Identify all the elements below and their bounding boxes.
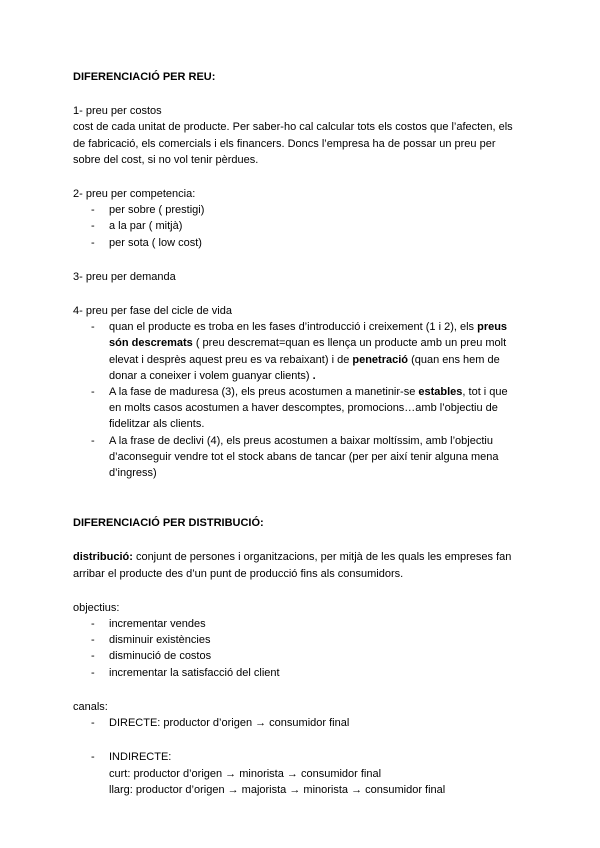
competencia-list bbox=[73, 202, 513, 251]
list-item: - quan el producte es troba en les fases d’introducció i creixement (1 i 2), els preus són descremats ( preu descremat=quan es llença un producte amb un preu molt elevat i desprès aquest preu es va rebaixant) i de penetració (quan ens hem de donar a coneixer i volem guanyar clients) . bbox=[91, 321, 508, 382]
list-item: - incrementar vendes bbox=[91, 618, 206, 631]
canal-curt: curt: productor d’origen → minorista → consumidor final bbox=[109, 767, 382, 780]
canals-list-indirecte bbox=[73, 749, 513, 765]
reu-item4-title: 4- preu per fase del cicle de vida bbox=[73, 305, 232, 318]
distribucio-definition: distribució: conjunt de persones i organitzacions, per mitjà de les quals les empreses fan arribar el producte des d’un punt de producció fins als consumidors. bbox=[73, 551, 512, 580]
cicle-vida-list bbox=[73, 319, 513, 481]
list-item: - INDIRECTE: bbox=[91, 751, 172, 764]
heading-distribucio: DIFERENCIACIÓ PER DISTRIBUCIÓ: bbox=[73, 517, 264, 530]
list-item: - disminuir existències bbox=[91, 634, 211, 647]
reu-item3-title: 3- preu per demanda bbox=[73, 270, 176, 283]
list-item: - A la fase de maduresa (3), els preus acostumen a manetinir-se estables, tot i que en molts casos acostumen a haver descomptes, promocions…amb l’objectiu de fidelitzar als clients. bbox=[91, 386, 508, 431]
reu-item1-title: 1- preu per costos bbox=[73, 105, 162, 118]
list-item: - DIRECTE: productor d’origen → consumidor final bbox=[91, 717, 350, 730]
document-body bbox=[73, 69, 513, 798]
list-item: - per sobre ( prestigi) bbox=[91, 204, 205, 217]
canals-list bbox=[73, 715, 513, 731]
canals-label: canals: bbox=[73, 700, 108, 713]
list-item: - disminució de costos bbox=[91, 650, 212, 663]
list-item: - per sota ( low cost) bbox=[91, 236, 202, 249]
list-item: - a la par ( mitjà) bbox=[91, 220, 183, 233]
list-item: - A la frase de declivi (4), els preus acostumen a baixar moltíssim, amb l’objectiu d’aconseguir vendre tot el stock abans de tancar (per per així tenir alguna mena d’ingress) bbox=[91, 434, 499, 480]
reu-item1-text: cost de cada unitat de producte. Per saber-ho cal calcular tots els costos que l’afecten, els de fabricació, els comercials i els financers. Doncs l’empresa ha de possar un preu per sobre del cost, si no vol tenir pèrdues. bbox=[73, 121, 513, 166]
reu-item2-title: 2- preu per competencia: bbox=[73, 188, 196, 201]
objectius-list bbox=[73, 616, 513, 681]
list-item: - incrementar la satisfacció del client bbox=[91, 666, 280, 679]
heading-reu: DIFERENCIACIÓ PER REU: bbox=[73, 71, 216, 83]
objectius-label: objectius: bbox=[73, 601, 120, 614]
canal-llarg: llarg: productor d’origen → majorista → minorista → consumidor final bbox=[109, 783, 446, 796]
